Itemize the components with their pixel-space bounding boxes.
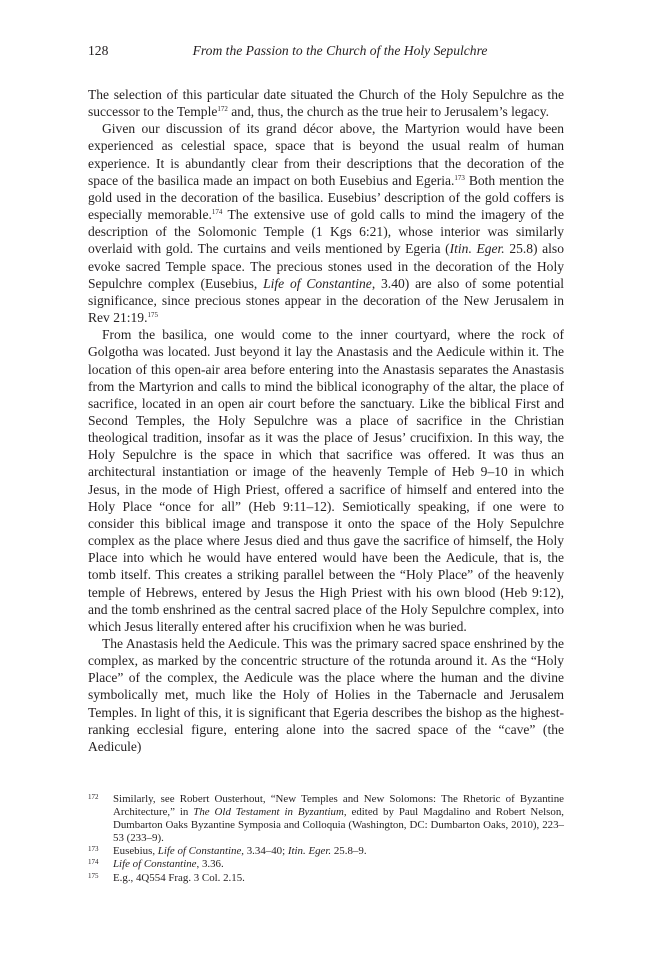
- running-title: From the Passion to the Church of the Holy Sepulchre: [192, 43, 488, 58]
- footnote-ref: 175: [147, 311, 158, 320]
- text-run: , edited by Paul Magdalino and Robert Nelson, Dumbarton Oaks Byzantine Symposia and Colloquia (Washington, DC: Dumbarton Oaks, 2010), 223–53 (233–9).: [113, 806, 564, 845]
- paragraph: [88, 86, 564, 120]
- text-run: 25.8) also evoke sacred Temple space. The precious stones used in the decoration of the Holy Sepulchre complex (Eusebius,: [88, 241, 564, 291]
- footnote-ref: 173: [454, 173, 465, 182]
- footnote-number: 174: [88, 858, 99, 867]
- italic-text: Itin. Eger.: [449, 241, 505, 257]
- footnote-text: [113, 793, 564, 845]
- page-header: [88, 41, 562, 61]
- text-run: The extensive use of gold calls to mind the imagery of the description of the Solomonic Temple (1 Kgs 6:21), whose interior was similarly overlaid with gold. The curtains and veils mentioned by Egeria (: [88, 207, 564, 257]
- italic-text: The Old Testament in Byzantium: [193, 806, 344, 819]
- footnote: [88, 872, 564, 885]
- footnote-text: [113, 845, 564, 858]
- italic-text: Life of Constantine: [157, 845, 242, 858]
- footnote-text: [113, 872, 564, 885]
- italic-text: Life of Constantine: [263, 275, 372, 291]
- paragraph: [88, 326, 564, 635]
- text-run: and, thus, the church as the true heir to Jerusalem’s legacy.: [227, 104, 549, 120]
- footnote-number: 175: [88, 871, 99, 880]
- footnotes: [88, 793, 564, 885]
- footnote-text: [113, 858, 564, 871]
- text-run: The Anastasis held the Aedicule. This was the primary sacred space enshrined by the complex, as marked by the concentric structure of the rotunda around it. As the “Holy Place” of the complex, the Aedicule was the place where the human and the divine symbolically met, much like the Holy of Holies in the Tabernacle and Jerusalem Temples. In light of this, it is significant that Egeria describes the bishop as the highest-ranking ecclesial figure, entering alone into the sacred space of the “cave” (the Aedicule): [88, 636, 564, 754]
- text-run: From the basilica, one would come to the inner courtyard, where the rock of Golgotha was located. Just beyond it lay the Anastasis and the Aedicule within it. The location of this open-air area before entering into the Anastasis separates the Anastasis from the Martyrion and calls to mind the biblical iconography of the altar, the place of sacrifice, located in an open air court before the sanctuary. Like the biblical First and Second Temples, the Holy Sepulchre was a place of sacrifice in the Christian theological tradition, insofar as it was the place of Jesus’ crucifixion. In this way, the Holy Sepulchre is the space in which that sacrifice was offered. It was thus an architectural instantiation or image of the heavenly Temple of Heb 9–10 in which Jesus, in the mode of High Priest, offered a sacrifice of himself and entered into the Holy Place “once for all” (Heb 9:11–12). Semiotically speaking, if one were to consider this biblical image and transpose it onto the space of the Holy Sepulchre complex as the place where Jesus died and thus gave the sacrifice of himself, the Holy Place into which he would have entered would have been the Aedicule, that is, the tomb itself. This creates a striking parallel between the “Holy Place” of the heavenly temple of Hebrews, entered by Jesus the High Priest with his own blood (Heb 9:12), and the tomb enshrined as the central sacred place of the Holy Sepulchre complex, into which Jesus literally entered after his crucifixion when he was buried.: [88, 327, 564, 634]
- text-run: The selection of this particular date situated the Church of the Holy Sepulchre as the successor to the Temple: [88, 87, 564, 120]
- text-run: E.g., 4Q554 Frag. 3 Col. 2.15.: [113, 871, 245, 884]
- text-run: Eusebius,: [113, 845, 158, 858]
- paragraph: [88, 635, 564, 755]
- main-text: [88, 86, 564, 755]
- text-run: , 3.34–40;: [241, 845, 288, 858]
- footnote-ref: 174: [211, 208, 223, 217]
- page-number: 128: [88, 43, 109, 58]
- text-run: Both mention the gold used in the decoration of the basilica. Eusebius’ description of the gold coffers is especially memorable.: [88, 172, 564, 223]
- footnote: [88, 845, 564, 858]
- text-run: Given our discussion of its grand décor above, the Martyrion would have been experienced as celestial space, space that is beyond the usual realm of human experience. It is abundantly clear from their descriptions that the decoration of the space of the basilica made an impact on both Eusebius and Egeria.: [88, 121, 564, 188]
- text-run: , 3.40) are also of some potential significance, since precious stones appear in the decoration of the New Jerusalem in Rev 21:19.: [88, 275, 564, 326]
- text-run: Similarly, see Robert Ousterhout, “New Temples and New Solomons: The Rhetoric of Byzantine Architecture,” in: [113, 793, 564, 819]
- footnote-number: 172: [88, 793, 99, 801]
- footnote: [88, 793, 564, 845]
- footnote: [88, 858, 564, 871]
- footnote-number: 173: [88, 845, 99, 854]
- text-run: , 3.36.: [196, 858, 224, 871]
- paragraph: [88, 120, 564, 326]
- footnote-ref: 172: [217, 105, 228, 114]
- italic-text: Itin. Eger.: [287, 845, 332, 858]
- text-run: 25.8–9.: [331, 845, 367, 858]
- italic-text: Life of Constantine: [113, 858, 197, 871]
